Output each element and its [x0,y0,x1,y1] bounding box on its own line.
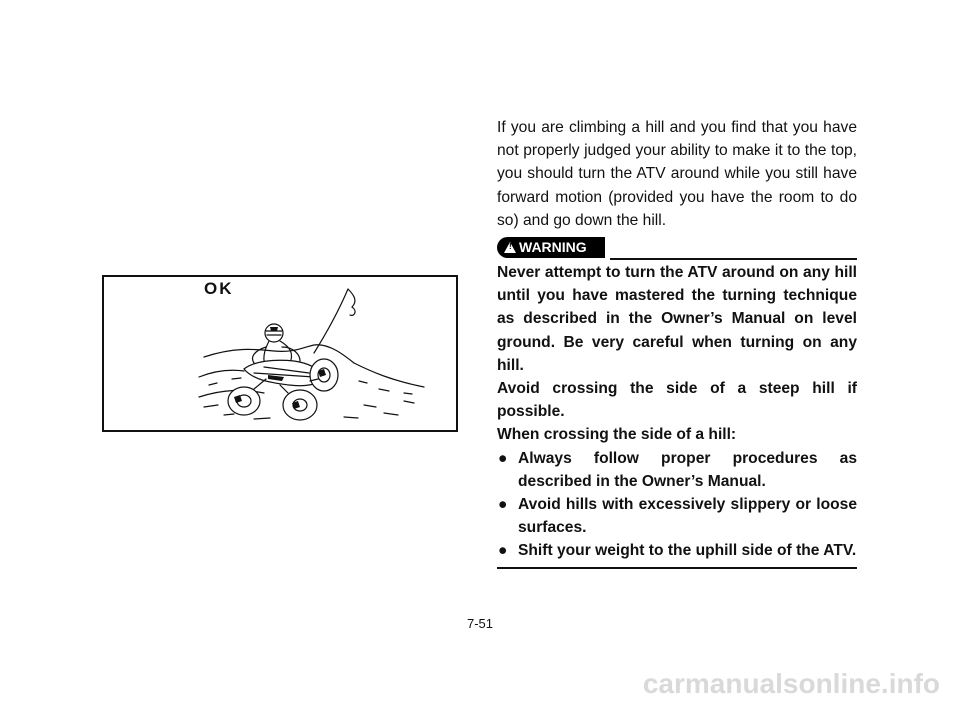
warning-rule [610,258,857,260]
bullet-text: Always follow proper procedures as described in the Owner’s Manual. [518,449,857,490]
exclamation-mark: ! [509,242,512,252]
page-number: 7-51 [466,616,494,631]
list-item [497,493,857,539]
warning-paragraph-crossing: Avoid crossing the side of a steep hill if possible. [497,380,857,421]
warning-badge [497,237,605,258]
bullet-icon: ● [498,496,508,514]
figure-label: OK [204,279,234,298]
illustration-frame [102,275,458,432]
warning-header [497,235,857,261]
warning-paragraph-side-hill: When crossing the side of a hill: [497,426,737,444]
intro-paragraph: If you are climbing a hill and you find that you have not properly judged your ability to make it to the top, you should turn the ATV around while you still have forward motion (provided you have the room to do so) and go down the hill. [497,119,857,229]
bullet-text: Shift your weight to the uphill side of the ATV. [518,542,857,560]
atv-rider-illustration [104,277,458,432]
warning-bullet-list [497,447,857,563]
warning-badge-label: WARNING [519,239,587,256]
bullet-icon: ● [498,542,508,560]
warning-paragraph-turning: Never attempt to turn the ATV around on any hill until you have mastered the turning technique as described in the Owner’s Manual on level ground. Be very careful when turning on any hill. [497,264,857,374]
warning-end-rule [497,567,857,569]
bullet-icon: ● [498,449,508,467]
list-item [497,447,857,493]
list-item [497,539,857,562]
watermark: carmanualsonline.info [642,668,940,699]
text-column [497,116,857,569]
bullet-text: Avoid hills with excessively slippery or loose surfaces. [518,496,857,537]
